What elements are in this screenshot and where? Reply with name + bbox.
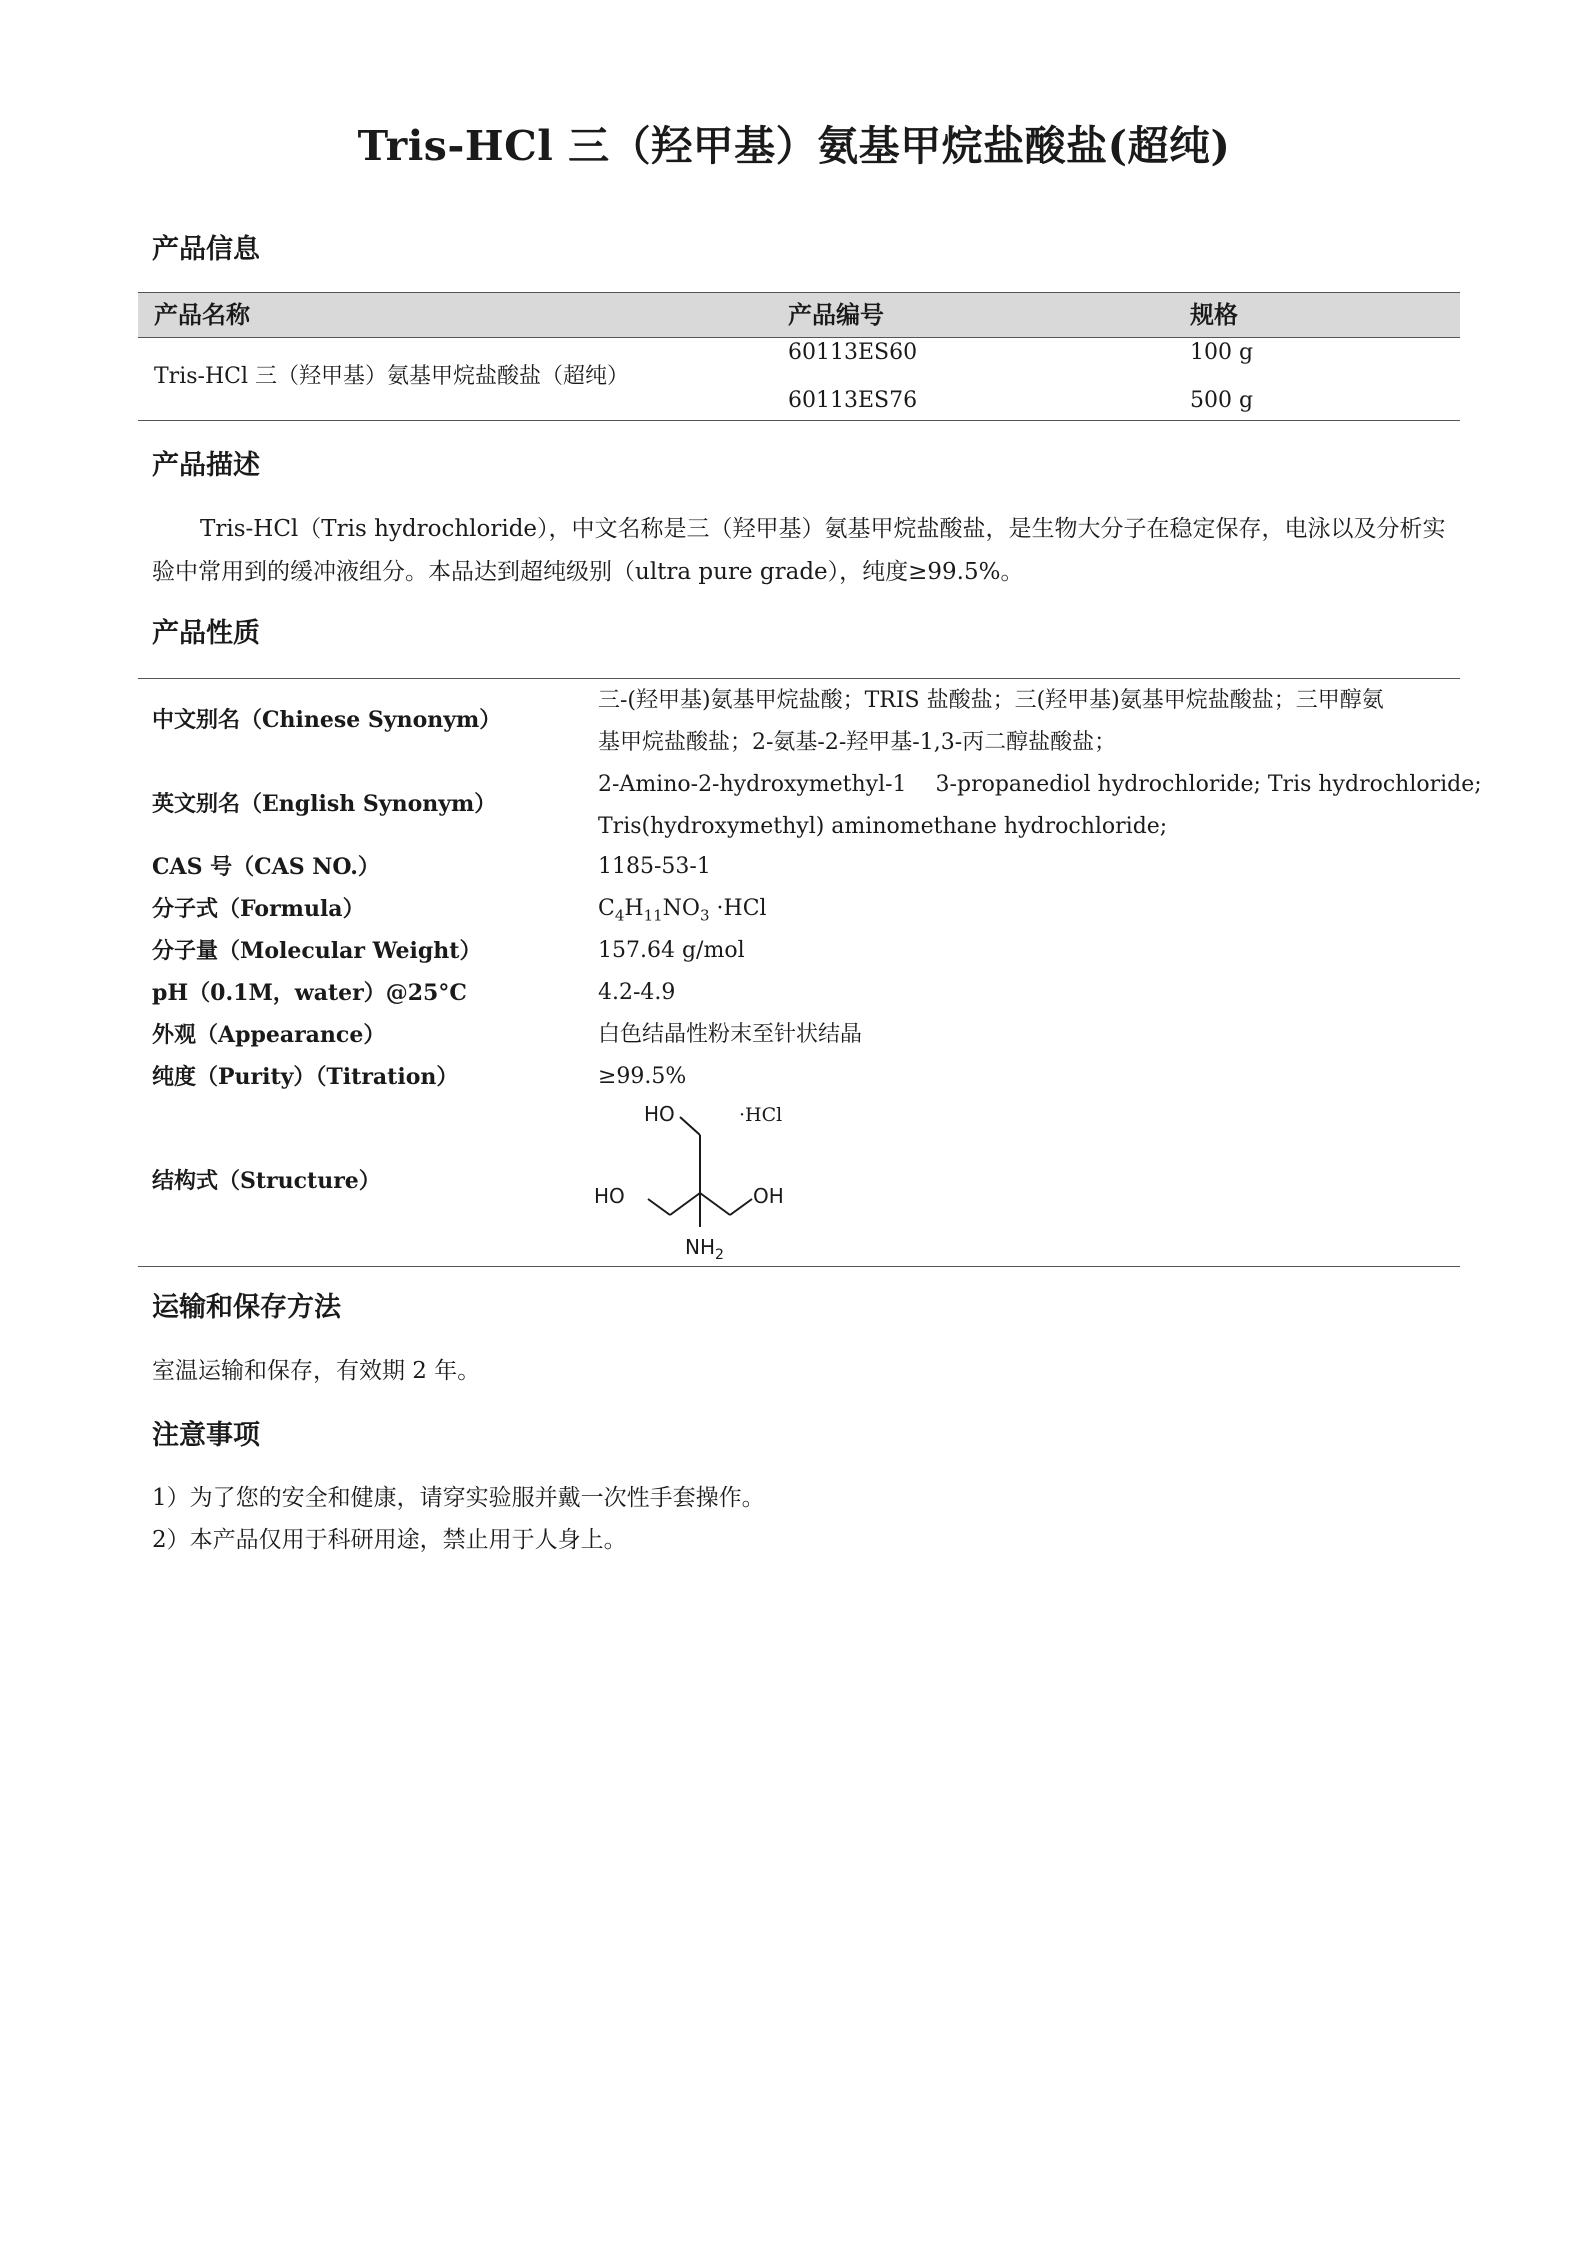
atom-hcl: ·HCl	[739, 1104, 783, 1126]
properties-top-rule	[138, 678, 1460, 679]
bond-line	[670, 1193, 700, 1215]
english-synonym-label: 英文别名（English Synonym）	[152, 791, 497, 817]
storage-text: 室温运输和保存，有效期 2 年。	[152, 1358, 481, 1384]
header-product-name: 产品名称	[154, 300, 250, 329]
note-item: 2）本产品仅用于科研用途，禁止用于人身上。	[152, 1527, 627, 1553]
section-heading-notes: 注意事项	[152, 1420, 260, 1451]
appearance-value: 白色结晶性粉末至针状结晶	[598, 1022, 863, 1047]
description-line: 验中常用到的缓冲液组分。本品达到超纯级别（ultra pure grade），纯度≥99.5%。	[152, 559, 1024, 585]
header-product-code: 产品编号	[788, 300, 884, 329]
english-synonym-value: 2-Amino-2-hydroxymethyl-1 3-propanediol hydrochloride; Tris hydrochloride; Tris(hydroxymethyl) aminomethane hydrochloride;	[598, 772, 1482, 839]
description-paragraph	[152, 508, 1452, 594]
structure-label: 结构式（Structure）	[152, 1168, 381, 1194]
product-name-cell: Tris-HCl 三（羟甲基）氨基甲烷盐酸盐（超纯）	[154, 364, 629, 389]
chinese-synonym-value: 三-(羟甲基)氨基甲烷盐酸；TRIS 盐酸盐；三(羟甲基)氨基甲烷盐酸盐；三甲醇氨 基甲烷盐酸盐；2-氨基-2-羟甲基-1,3-丙二醇盐酸盐；	[598, 688, 1384, 755]
atom-ho-left: HO	[594, 1184, 625, 1208]
ph-label: pH（0.1M，water）@25°C	[152, 980, 467, 1006]
note-item: 1）为了您的安全和健康，请穿实验服并戴一次性手套操作。	[152, 1485, 765, 1511]
mw-value: 157.64 g/mol	[598, 938, 745, 963]
header-spec: 规格	[1190, 300, 1238, 329]
purity-label: 纯度（Purity）（Titration）	[152, 1064, 459, 1090]
tris-structure-diagram	[590, 1097, 850, 1262]
product-code-cell: 60113ES60	[788, 340, 918, 365]
product-size-cell: 500 g	[1190, 388, 1254, 413]
formula-value: $C_4H_{11}NO_3 \cdot HCl$	[598, 896, 767, 925]
cas-label: CAS 号（CAS NO.）	[152, 854, 380, 880]
formula-label: 分子式（Formula）	[152, 896, 365, 922]
section-heading-properties: 产品性质	[152, 618, 260, 649]
product-code-cell: 60113ES76	[788, 388, 918, 413]
chinese-synonym-label: 中文别名（Chinese Synonym）	[152, 707, 502, 733]
bond-line	[648, 1199, 670, 1215]
bond-line	[700, 1193, 730, 1215]
section-heading-product-info: 产品信息	[152, 234, 260, 265]
atom-nh2: $NH_2$	[685, 1235, 724, 1262]
atom-ho-top: HO	[644, 1102, 675, 1126]
section-heading-description: 产品描述	[152, 450, 260, 481]
bond-line	[680, 1117, 700, 1135]
purity-value: ≥99.5%	[598, 1064, 687, 1089]
table-bottom-rule	[138, 420, 1460, 421]
description-line: Tris-HCl（Tris hydrochloride），中文名称是三（羟甲基）氨基甲烷盐酸盐，是生物大分子在稳定保存，电泳以及分析实	[200, 516, 1446, 542]
ph-value: 4.2-4.9	[598, 980, 676, 1005]
product-info-header-row	[138, 292, 1460, 338]
bond-line	[730, 1199, 752, 1215]
structure-bonds	[648, 1117, 752, 1227]
atom-oh-right: OH	[753, 1184, 784, 1208]
product-size-cell: 100 g	[1190, 340, 1254, 365]
section-heading-storage: 运输和保存方法	[152, 1292, 341, 1323]
mw-label: 分子量（Molecular Weight）	[152, 938, 482, 964]
appearance-label: 外观（Appearance）	[152, 1022, 386, 1048]
document-title: Tris-HCl 三（羟甲基）氨基甲烷盐酸盐(超纯)	[357, 122, 1231, 170]
cas-value: 1185-53-1	[598, 854, 711, 879]
properties-bottom-rule	[138, 1266, 1460, 1267]
